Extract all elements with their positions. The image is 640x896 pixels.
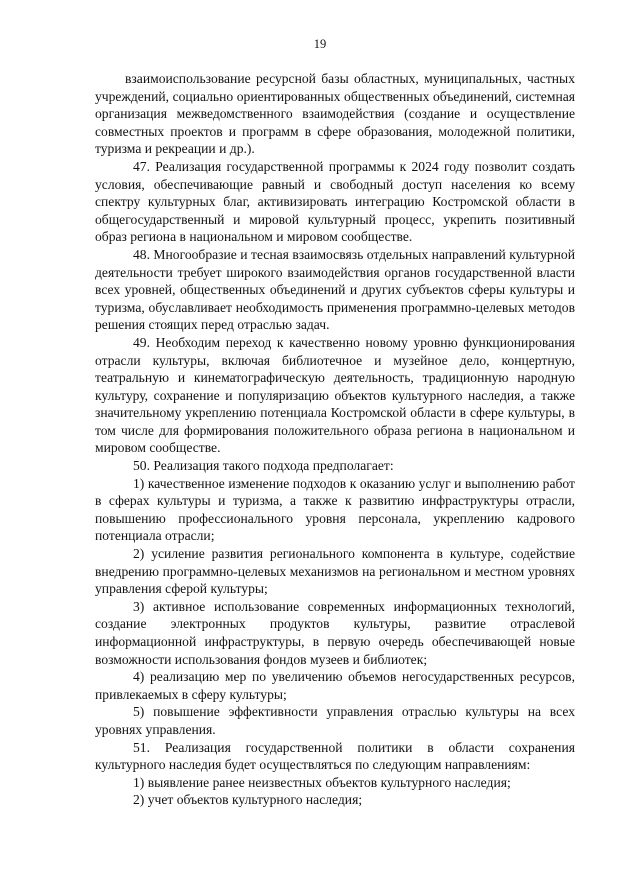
paragraph-47: 47. Реализация государственной программы к 2024 году позволит создать условия, обеспечивающие равный и свободный доступ населения ко всему спектру культурных благ, активизировать интеграцию Костромской области в общегосударственный и мировой культурный процесс, укрепить позитивный образ региона в национальном и мировом сообществе.	[95, 158, 575, 245]
list-item-51-2: 2) учет объектов культурного наследия;	[133, 792, 363, 808]
list-item-50-1: 1) качественное изменение подходов к оказанию услуг и выполнению работ в сферах культуры и туризма, а также к развитию инфраструктуры отрасли, повышению профессионального уровня персонала, укреплению кадрового потенциала отрасли;	[95, 475, 575, 544]
document-body	[95, 70, 575, 809]
paragraph-continuation: взаимоиспользование ресурсной базы областных, муниципальных, частных учреждений, социально ориентированных общественных объединений, системная организация межведомственного взаимодействия (создание и осуществление совместных проектов и программ в сфере образования, молодежной политики, туризма и рекреации и др.).	[95, 71, 575, 157]
paragraph-48: 48. Многообразие и тесная взаимосвязь отдельных направлений культурной деятельности требует широкого взаимодействия органов государственной власти всех уровней, общественных объединений и других субъектов сферы культуры и туризма, обуславливает необходимость применения программно-целевых методов решения стоящих перед отраслью задач.	[95, 246, 575, 333]
paragraph-49: 49. Необходим переход к качественно новому уровню функционирования отрасли культуры, включая библиотечное и музейное дело, концертную, театральную и кинематографическую деятельность, традиционную народную культуру, сохранение и популяризацию объектов культурного наследия, а также значительному укреплению потенциала Костромской области в сфере культуры, в том числе для формирования положительного образа региона в национальном и мировом сообществе.	[95, 334, 575, 456]
list-item-50-3: 3) активное использование современных информационных технологий, создание электронных продуктов культуры, развитие отраслевой информационной инфраструктуры, в первую очередь обеспечивающей новые возможности использования фондов музеев и библиотек;	[95, 598, 575, 667]
paragraph-51: 51. Реализация государственной политики в области сохранения культурного наследия будет осуществляться по следующим направлениям:	[95, 739, 575, 773]
paragraph-50: 50. Реализация такого подхода предполагает:	[133, 458, 394, 474]
page-number: 19	[313, 37, 327, 51]
list-item-50-2: 2) усиление развития регионального компонента в культуре, содействие внедрению программно-целевых механизмов на региональном и местном уровнях управления сферой культуры;	[95, 546, 575, 597]
list-item-50-4: 4) реализацию мер по увеличению объемов негосударственных ресурсов, привлекаемых в сферу культуры;	[95, 669, 575, 702]
list-item-50-5: 5) повышение эффективности управления отраслью культуры на всех уровнях управления.	[95, 704, 575, 737]
list-item-51-1: 1) выявление ранее неизвестных объектов культурного наследия;	[133, 774, 511, 790]
